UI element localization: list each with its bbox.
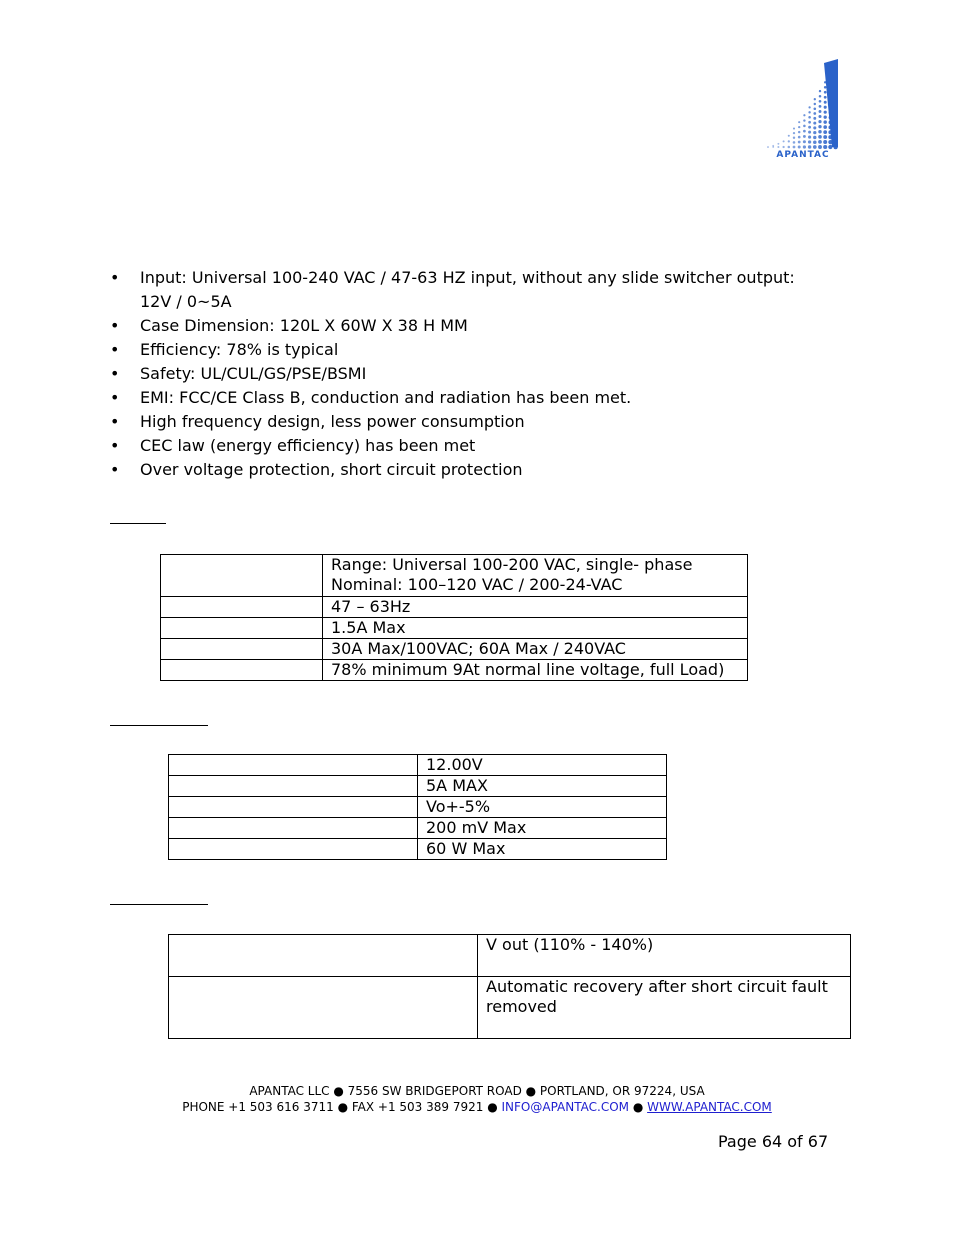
footer-contact bbox=[0, 1099, 954, 1115]
table-value-cell: 200 mV Max bbox=[418, 818, 667, 839]
table-value-line: 1.5A Max bbox=[331, 618, 406, 637]
table-value-cell bbox=[478, 977, 851, 1039]
table-value-cell bbox=[323, 597, 748, 618]
table-value-cell: 5A MAX bbox=[418, 776, 667, 797]
feature-list-item bbox=[110, 386, 830, 410]
logo-wordmark: APANTAC bbox=[776, 150, 830, 160]
table-value-line: 30A Max/100VAC; 60A Max / 240VAC bbox=[331, 639, 626, 658]
table-value-line: 78% minimum 9At normal line voltage, full Load) bbox=[331, 660, 725, 679]
table-value-cell: Vo+-5% bbox=[418, 797, 667, 818]
feature-text: Efficiency: 78% is typical bbox=[140, 340, 339, 359]
section-heading-underline-input bbox=[110, 523, 166, 524]
table-value-cell: 12.00V bbox=[418, 755, 667, 776]
table-value-cell bbox=[323, 555, 748, 597]
table-label-cell bbox=[161, 597, 323, 618]
table-row bbox=[169, 935, 851, 977]
table-value-line: V out (110% - 140%) bbox=[486, 935, 654, 954]
table-label-cell bbox=[169, 977, 478, 1039]
table-value-cell bbox=[323, 639, 748, 660]
table-value-cell bbox=[323, 618, 748, 639]
table-value-line: removed bbox=[486, 997, 557, 1016]
table-row bbox=[169, 797, 667, 818]
table-label-cell bbox=[169, 839, 418, 860]
table-value-cell bbox=[478, 935, 851, 977]
table-value-line: Range: Universal 100-200 VAC, single- phase bbox=[331, 555, 693, 574]
table-value-cell: 60 W Max bbox=[418, 839, 667, 860]
bullet-icon: • bbox=[110, 316, 120, 335]
footer-email-link[interactable]: INFO@APANTAC.COM bbox=[501, 1100, 629, 1114]
feature-list-item bbox=[110, 266, 830, 314]
feature-text: Over voltage protection, short circuit protection bbox=[140, 460, 523, 479]
feature-list-item bbox=[110, 458, 830, 482]
table-label-cell bbox=[169, 797, 418, 818]
table-label-cell bbox=[169, 755, 418, 776]
section-heading-underline-output bbox=[110, 725, 208, 726]
bullet-icon: • bbox=[110, 364, 120, 383]
feature-list-item bbox=[110, 410, 830, 434]
table-label-cell bbox=[169, 935, 478, 977]
bullet-icon: • bbox=[110, 340, 120, 359]
feature-text: Safety: UL/CUL/GS/PSE/BSMI bbox=[140, 364, 367, 383]
footer-address: APANTAC LLC ● 7556 SW BRIDGEPORT ROAD ● PORTLAND, OR 97224, USA bbox=[249, 1084, 705, 1098]
table-row bbox=[161, 639, 748, 660]
table-value-cell bbox=[323, 660, 748, 681]
footer-website-link[interactable]: WWW.APANTAC.COM bbox=[647, 1100, 772, 1114]
feature-text: EMI: FCC/CE Class B, conduction and radiation has been met. bbox=[140, 388, 632, 407]
table-row bbox=[161, 660, 748, 681]
table-row bbox=[161, 597, 748, 618]
feature-list-item bbox=[110, 362, 830, 386]
table-value-line: Nominal: 100–120 VAC / 200-24-VAC bbox=[331, 575, 623, 594]
footer-phone-fax: PHONE +1 503 616 3711 ● FAX +1 503 389 7921 ● bbox=[182, 1100, 502, 1114]
feature-text: Case Dimension: 120L X 60W X 38 H MM bbox=[140, 316, 468, 335]
bullet-icon: • bbox=[110, 436, 120, 455]
feature-text: Input: Universal 100-240 VAC / 47-63 HZ input, without any slide switcher output: 12V / 0~5A bbox=[140, 268, 795, 311]
output-spec-table bbox=[168, 754, 667, 860]
feature-list bbox=[110, 266, 830, 482]
table-label-cell bbox=[161, 639, 323, 660]
table-row bbox=[169, 977, 851, 1039]
bullet-icon: • bbox=[110, 460, 120, 479]
bullet-icon: • bbox=[110, 412, 120, 431]
table-value-line: 47 – 63Hz bbox=[331, 597, 411, 616]
table-row bbox=[161, 555, 748, 597]
table-row bbox=[169, 818, 667, 839]
feature-text: CEC law (energy efficiency) has been met bbox=[140, 436, 476, 455]
table-label-cell bbox=[161, 618, 323, 639]
apantac-logo-icon bbox=[762, 57, 842, 165]
input-spec-table bbox=[160, 554, 748, 681]
footer-separator: ● bbox=[629, 1100, 648, 1114]
feature-list-item bbox=[110, 434, 830, 458]
table-row bbox=[161, 618, 748, 639]
feature-list-item bbox=[110, 338, 830, 362]
bullet-icon: • bbox=[110, 388, 120, 407]
protection-spec-table bbox=[168, 934, 851, 1039]
table-label-cell bbox=[169, 776, 418, 797]
table-label-cell bbox=[169, 818, 418, 839]
feature-text: High frequency design, less power consumption bbox=[140, 412, 525, 431]
table-label-cell bbox=[161, 660, 323, 681]
table-row bbox=[169, 776, 667, 797]
table-value-line: Automatic recovery after short circuit fault bbox=[486, 977, 828, 996]
table-row bbox=[169, 755, 667, 776]
bullet-icon: • bbox=[110, 268, 120, 287]
page-number: Page 64 of 67 bbox=[718, 1132, 829, 1151]
table-label-cell bbox=[161, 555, 323, 597]
table-row bbox=[169, 839, 667, 860]
feature-list-item bbox=[110, 314, 830, 338]
section-heading-underline-protection bbox=[110, 904, 208, 905]
page-footer bbox=[0, 1083, 954, 1115]
